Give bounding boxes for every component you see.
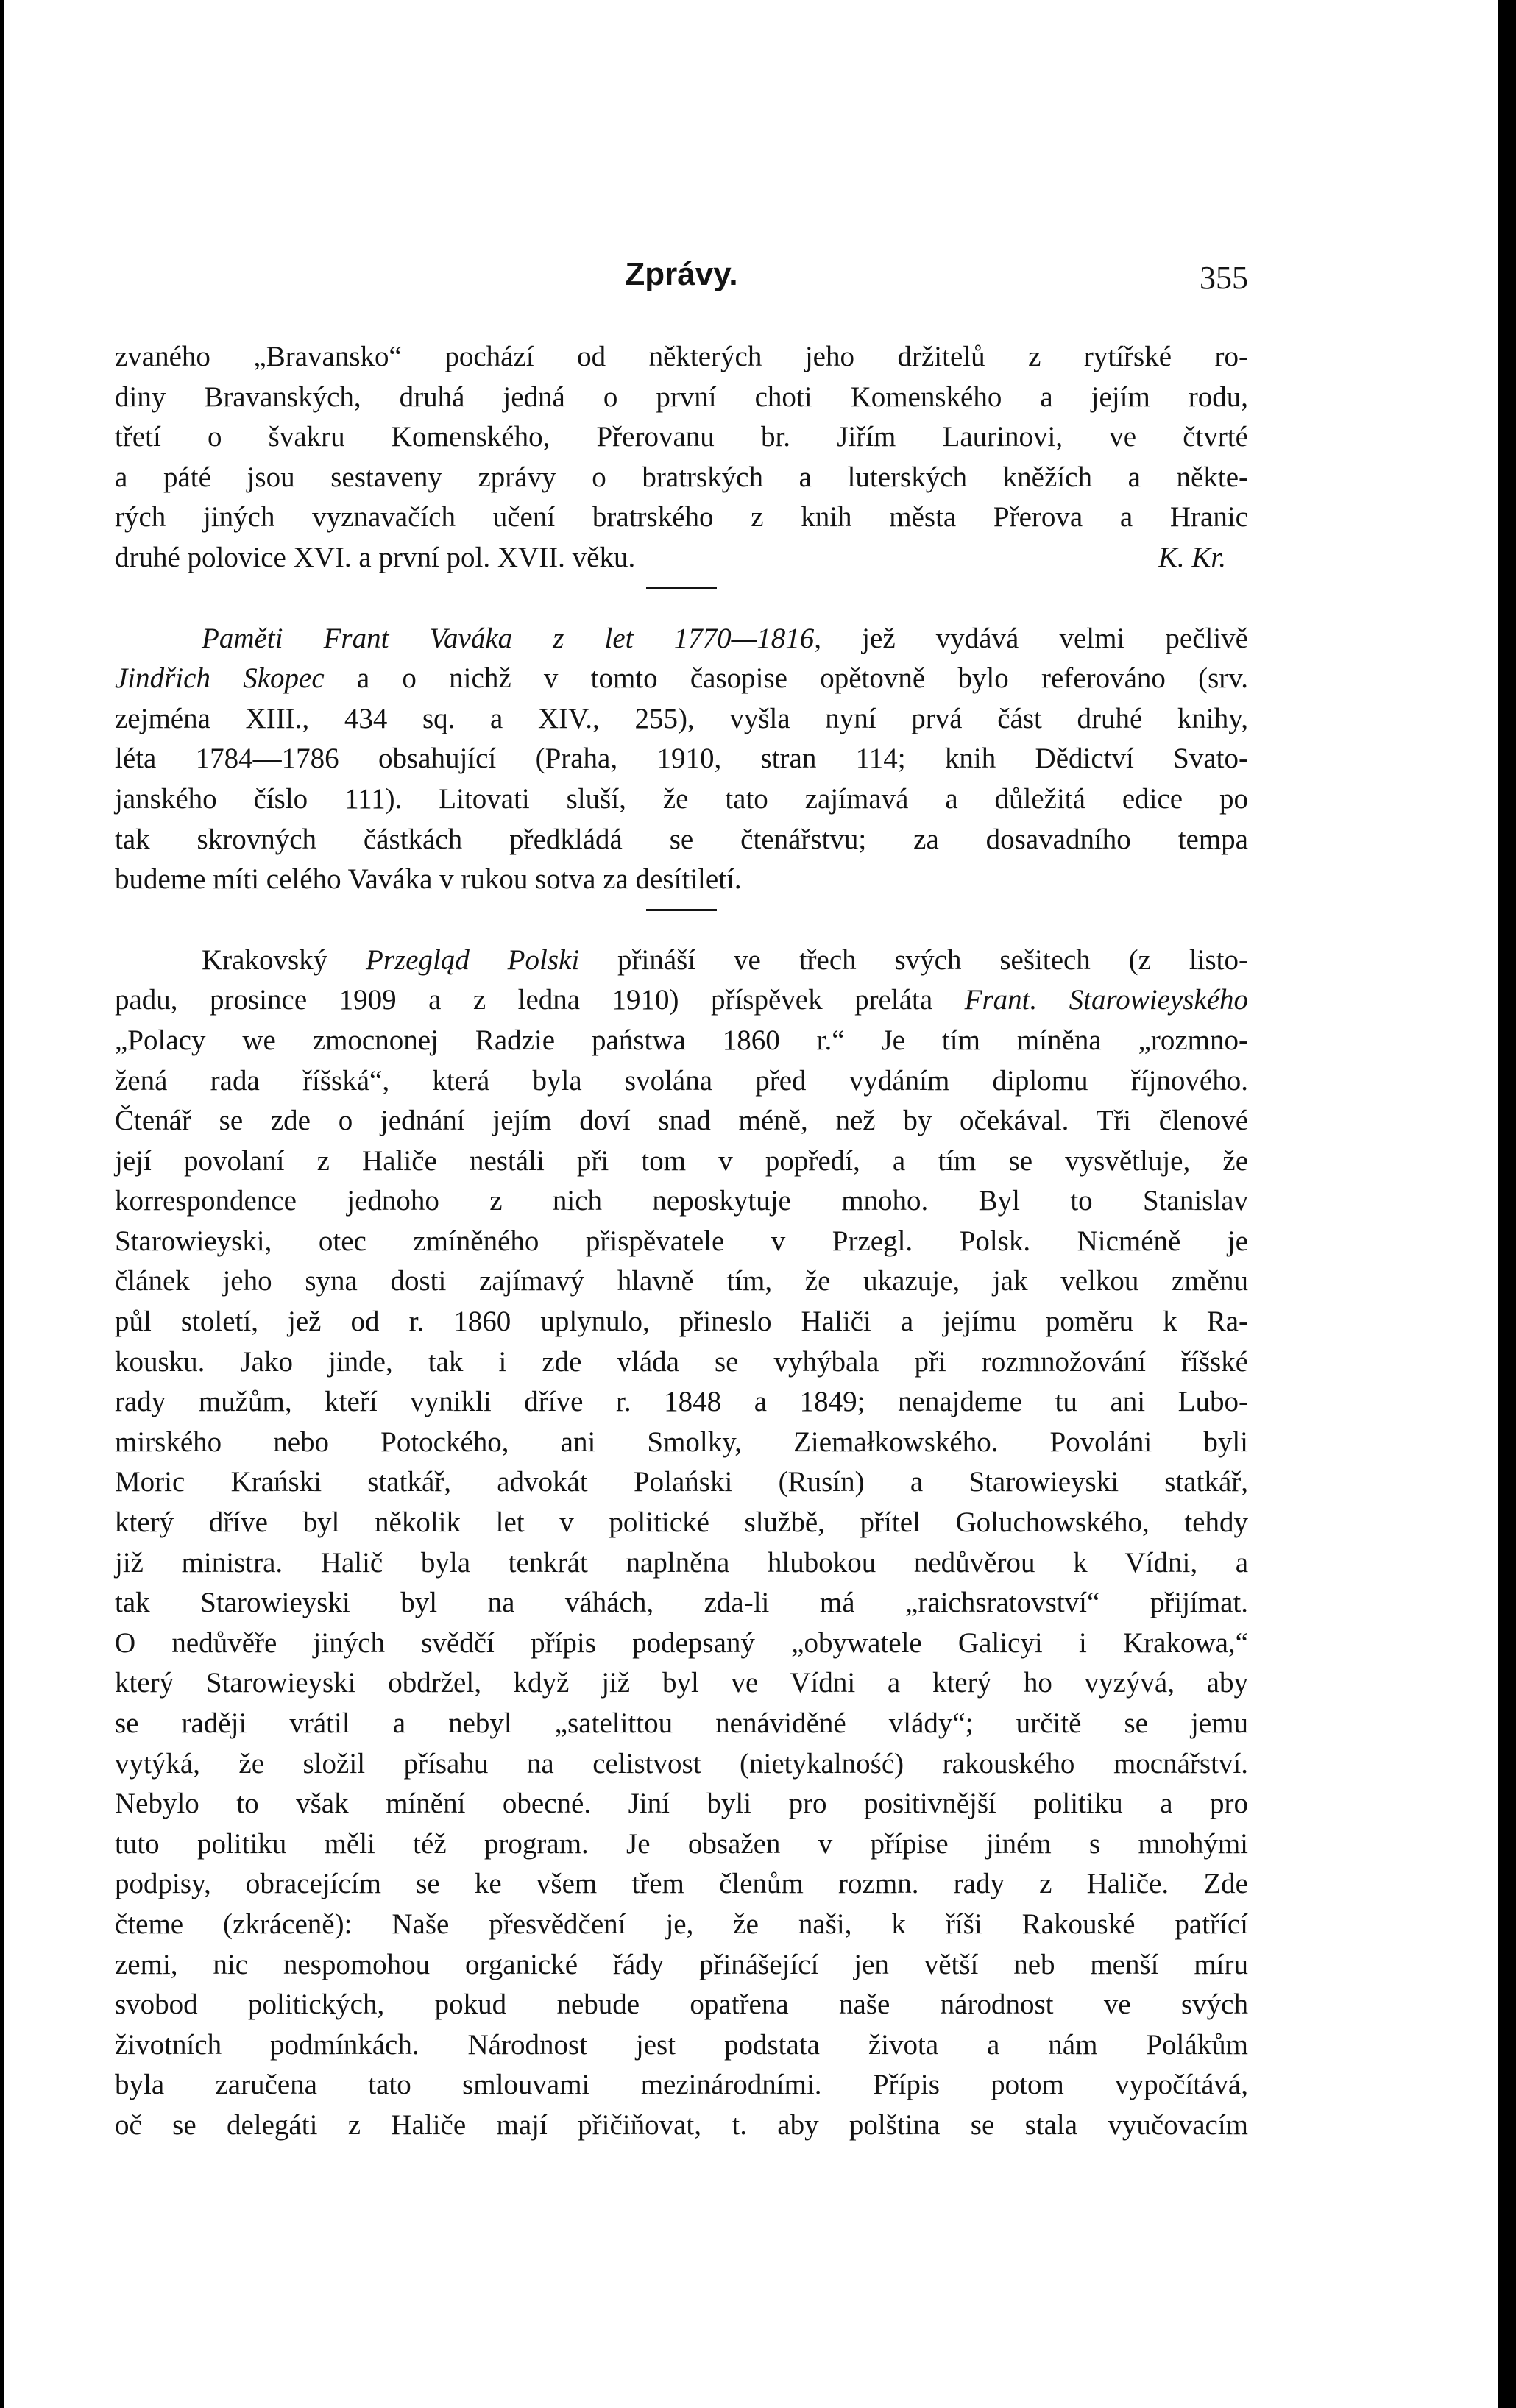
section-divider <box>646 587 717 589</box>
text-line: Moric Krański statkář, advokát Polański (Rusín) a Starowieyski statkář, <box>115 1466 1248 1498</box>
text-line: oč se delegáti z Haliče mají přičiňovat, t. aby polština se stala vyučovacím <box>115 2108 1248 2141</box>
text-line <box>115 538 1248 578</box>
text-line <box>115 659 1248 699</box>
text-line: svobod politických, pokud nebude opatřena naše národnost ve svých <box>115 1989 1248 2021</box>
book-title: Paměti Frant Vaváka z let 1770—1816, <box>202 622 822 654</box>
text-line: který Starowieyski obdržel, když již byl ve Vídni a který ho vyzývá, aby <box>115 1667 1248 1699</box>
text-run: přináší ve třech svých sešitech (z listo- <box>579 943 1248 976</box>
text-line: životních podmínkách. Národnost jest podstata života a nám Polákům <box>115 2028 1248 2061</box>
text-line: tuto politiku měli též program. Je obsažen v přípise jiném s mnohými <box>115 1827 1248 1860</box>
text-line: který dříve byl několik let v politické službě, přítel Goluchowského, tehdy <box>115 1506 1248 1539</box>
paragraph-2 <box>115 619 1248 900</box>
article-text <box>115 337 1248 2146</box>
text-line: se raději vrátil a nebyl „satelittou nenáviděné vlády“; určitě se jemu <box>115 1707 1248 1739</box>
text-line: podpisy, obracejícím se ke všem třem členům rozmn. rady z Haliče. Zde <box>115 1868 1248 1900</box>
signature: K. Kr. <box>1158 541 1226 573</box>
text-line: léta 1784—1786 obsahující (Praha, 1910, stran 114; knih Dědictví Svato- <box>115 743 1248 775</box>
section-divider <box>646 909 717 911</box>
text-line: zejména XIII., 434 sq. a XIV., 255), vyšla nyní prvá část druhé knihy, <box>115 702 1248 734</box>
text-line <box>115 941 1248 981</box>
text-line: tak skrovných částkách předkládá se čtenářstvu; za dosavadního tempa <box>115 823 1248 855</box>
text-line: zvaného „Bravansko“ pochází od některých jeho držitelů z rytířské ro- <box>115 341 1248 372</box>
text-run: a o nichž v tomto časopise opětovně bylo referováno (srv. <box>324 662 1248 695</box>
text-line: diny Bravanských, druhá jedná o první choti Komenského a jejím rodu, <box>115 380 1248 413</box>
text-line: rých jiných vyznavačích učení bratrského z knih města Přerova a Hranic <box>115 501 1248 534</box>
page <box>4 0 1498 2408</box>
text-line: janského číslo 111). Litovati sluší, že tato zajímavá a důležitá edice po <box>115 782 1248 815</box>
paragraph-3 <box>115 941 1248 2146</box>
text-line: tak Starowieyski byl na váhách, zda-li má „raichsratovství“ přijímat. <box>115 1587 1248 1619</box>
text-line: její povolaní z Haliče nestáli při tom v popředí, a tím se vysvětluje, že <box>115 1144 1248 1177</box>
text-line: již ministra. Halič byla tenkrát naplněna hlubokou nedůvěrou k Vídni, a <box>115 1546 1248 1579</box>
text-line: Nebylo to však mínění obecné. Jiní byli pro positivnější politiku a pro <box>115 1788 1248 1820</box>
text-line: článek jeho syna dosti zajímavý hlavně tím, že ukazuje, jak velkou změnu <box>115 1265 1248 1297</box>
text-run: padu, prosince 1909 a z ledna 1910) příspěvek preláta <box>115 984 965 1016</box>
text-line: rady mužům, kteří vynikli dříve r. 1848 a 1849; nenajdeme tu ani Lubo- <box>115 1386 1248 1418</box>
editor-name: Jindřich Skopec <box>115 662 325 695</box>
text-line: zemi, nic nespomohou organické řády přinášející jen větší neb menší míru <box>115 1948 1248 1980</box>
text-run: Krakovský <box>202 943 366 976</box>
text-line: byla zaručena tato smlouvami mezinárodními. Přípis potom vypočítává, <box>115 2069 1248 2101</box>
page-number: 355 <box>1200 260 1248 296</box>
text-line: třetí o švakru Komenského, Přerovanu br. Jiřím Laurinovi, ve čtvrté <box>115 421 1248 453</box>
text-line: mirského nebo Potockého, ani Smolky, Ziemałkowského. Povoláni byli <box>115 1426 1248 1458</box>
text-line: čteme (zkráceně): Naše přesvědčení je, že naši, k říši Rakouské patřící <box>115 1908 1248 1940</box>
text-line <box>115 619 1248 659</box>
text-line-content: druhé polovice XVI. a první pol. XVII. věku. <box>115 541 636 573</box>
author-name: Frant. Starowieyského <box>964 984 1249 1016</box>
text-line: Čtenář se zde o jednání jejím doví snad méně, než by očekával. Tři členové <box>115 1105 1248 1137</box>
page-header <box>115 256 1248 308</box>
running-title: Zprávy. <box>625 256 738 292</box>
text-line: O nedůvěře jiných svědčí přípis podepsaný „obywatele Galicyi i Krakowa,“ <box>115 1626 1248 1659</box>
text-line: korrespondence jednoho z nich neposkytuje mnoho. Byl to Stanislav <box>115 1185 1248 1217</box>
text-line: „Polacy we zmocnonej Radzie państwa 1860 r.“ Je tím míněna „rozmno- <box>115 1024 1248 1056</box>
paragraph-1 <box>115 337 1248 578</box>
text-line: a páté jsou sestaveny zprávy o bratrských a luterských kněžích a někte- <box>115 461 1248 493</box>
text-line: půl století, jež od r. 1860 uplynulo, přineslo Haliči a jejímu poměru k Ra- <box>115 1306 1248 1338</box>
text-line <box>115 980 1248 1021</box>
text-line: žená rada říšská“, která byla svolána před vydáním diplomu říjnového. <box>115 1064 1248 1097</box>
text-line: budeme míti celého Vaváka v rukou sotva za desítiletí. <box>115 863 742 896</box>
text-run: jež vydává velmi pečlivě <box>821 622 1248 654</box>
text-line: vytýká, že složil přísahu na celistvost (nietykalność) rakouského mocnářství. <box>115 1747 1248 1780</box>
journal-title: Przegląd Polski <box>366 943 580 976</box>
text-line: kousku. Jako jinde, tak i zde vláda se vyhýbala při rozmnožování říšské <box>115 1345 1248 1378</box>
text-line: Starowieyski, otec zmíněného přispěvatele v Przegl. Polsk. Nicméně je <box>115 1225 1248 1257</box>
